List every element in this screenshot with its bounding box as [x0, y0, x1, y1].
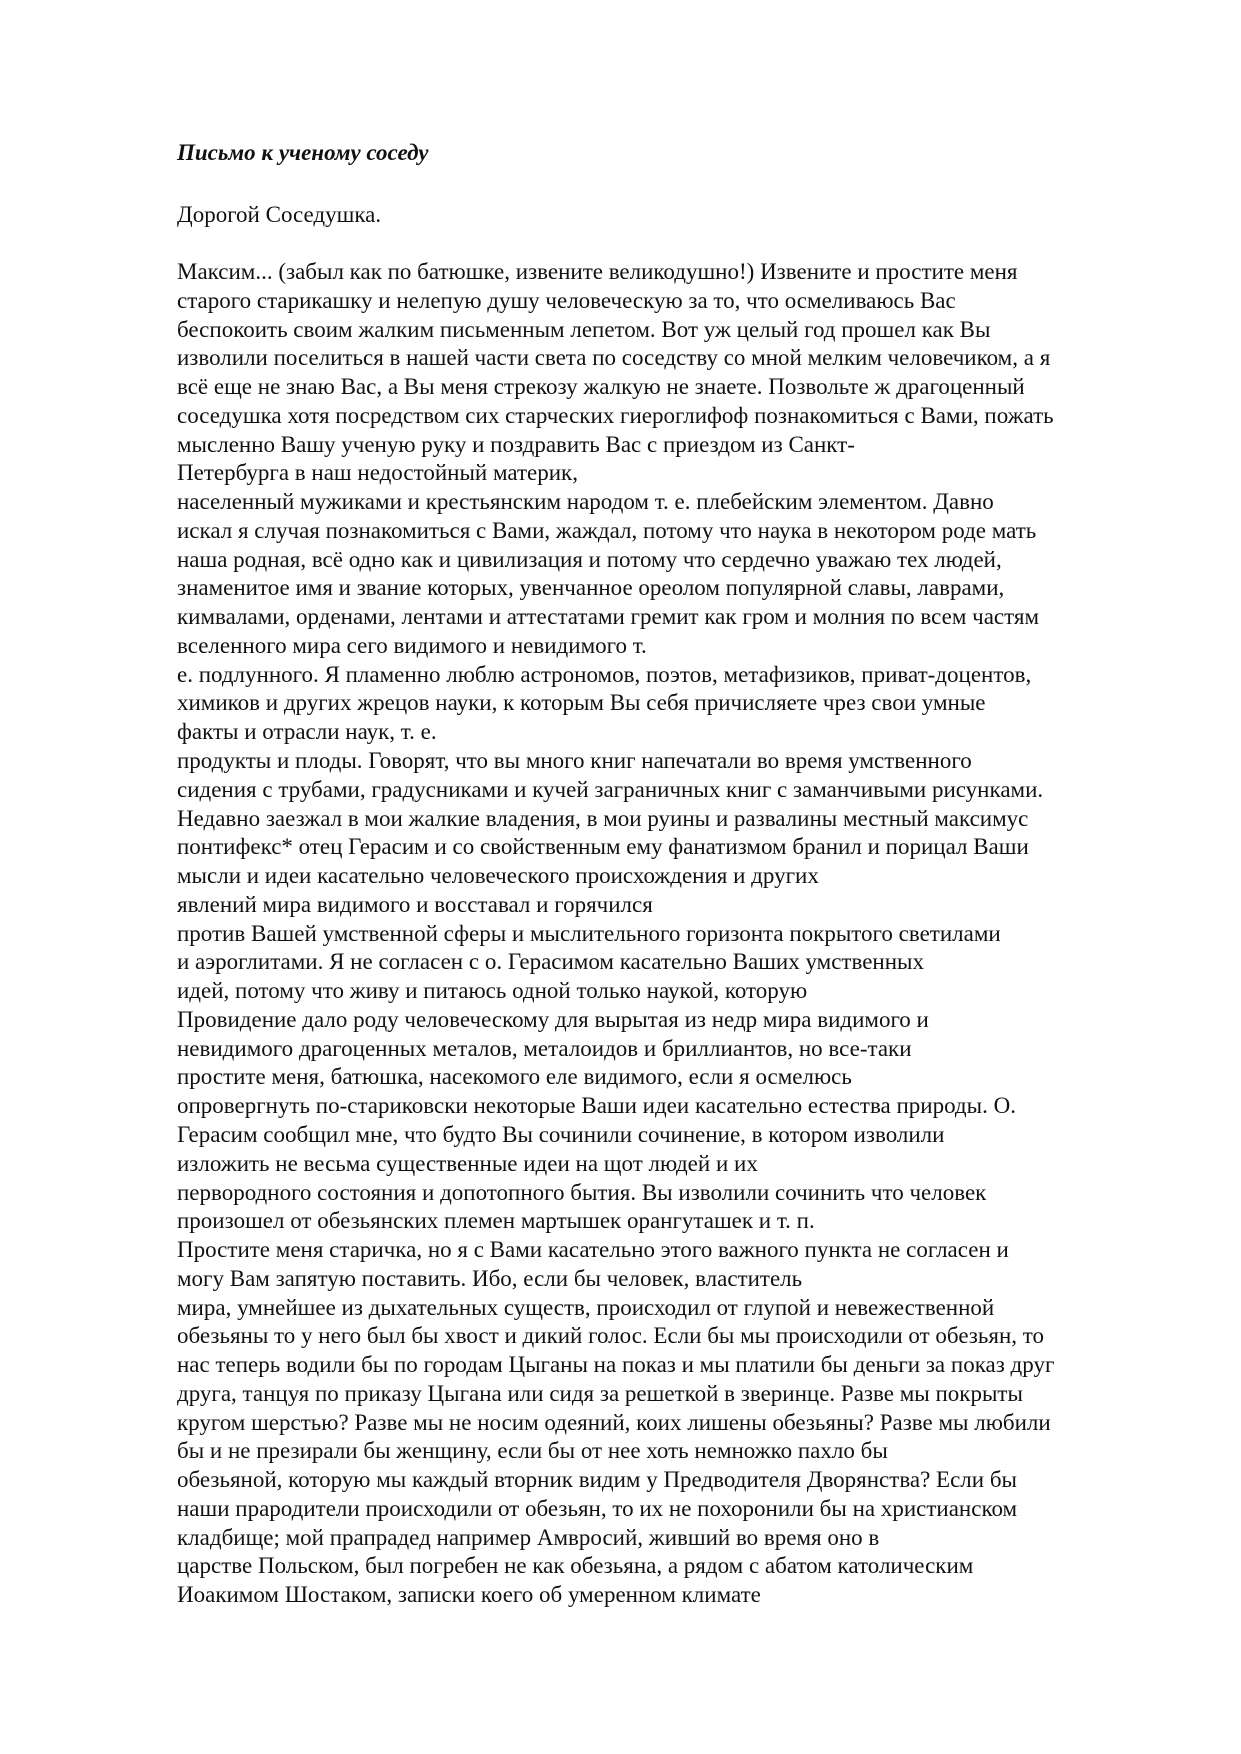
- text-line: могу Вам запятую поставить. Ибо, если бы человек, властитель: [177, 1265, 803, 1291]
- text-line: всё еще не знаю Вас, а Вы меня стрекозу жалкую не знаете. Позвольте ж драгоценный: [177, 374, 1025, 400]
- text-line: Провидение дало роду человеческому для вырытая из недр мира видимого и: [177, 1006, 929, 1032]
- text-line: Недавно заезжал в мои жалкие владения, в мои руины и развалины местный максимус: [177, 805, 1029, 831]
- text-line: соседушка хотя посредством сих старческих гиероглифоф познакомиться с Вами, пожать: [177, 402, 1054, 428]
- text-line: Максим... (забыл как по батюшке, извените великодушно!) Извените и простите меня: [177, 259, 1018, 284]
- text-line: знаменитое имя и звание которых, увенчанное ореолом популярной славы, лаврами,: [177, 575, 1005, 601]
- text-line: сидения с трубами, градусниками и кучей заграничных книг с заманчивыми рисунками.: [177, 776, 1044, 802]
- text-line: идей, потому что живу и питаюсь одной только наукой, которую: [177, 978, 808, 1004]
- text-line: е. подлунного. Я пламенно люблю астрономов, поэтов, метафизиков, приват-доцентов,: [177, 661, 1032, 687]
- text-line: простите меня, батюшка, насекомого еле видимого, если я осмелюсь: [177, 1064, 852, 1090]
- text-line: понтифекс* отец Герасим и со свойственным ему фанатизмом бранил и порицал Ваши: [177, 834, 1029, 860]
- text-line: кругом шерстью? Разве мы не носим одеяний, коих лишены обезьяны? Разве мы любили: [177, 1409, 1051, 1435]
- text-line: обезьяной, которую мы каждый вторник видим у Предводителя Дворянства? Если бы: [177, 1467, 1017, 1493]
- text-line: мысленно Вашу ученую руку и поздравить Вас с приездом из Санкт-: [177, 431, 855, 457]
- letter-greeting: Дорогой Соседушка.: [177, 202, 382, 227]
- text-line: мысли и идеи касательно человеческого происхождения и других: [177, 863, 819, 889]
- text-line: друга, танцуя по приказу Цыгана или сидя за решеткой в зверинце. Разве мы покрыты: [177, 1380, 1023, 1406]
- text-line: искал я случая познакомиться с Вами, жаждал, потому что наука в некотором роде мать: [177, 517, 1037, 543]
- text-line: царстве Польском, был погребен не как обезьяна, а рядом с абатом католическим: [177, 1553, 974, 1579]
- text-line: беспокоить своим жалким письменным лепетом. Вот уж целый год прошел как Вы: [177, 316, 991, 342]
- text-line: нас теперь водили бы по городам Цыганы на показ и мы платили бы деньги за показ друг: [177, 1352, 1055, 1378]
- text-line: Простите меня старичка, но я с Вами касательно этого важного пункта не согласен и: [177, 1237, 1009, 1263]
- text-line: явлений мира видимого и восставал и горячился: [177, 891, 653, 917]
- text-line: химиков и других жрецов науки, к которым Вы себя причисляете чрез свои умные: [177, 690, 986, 716]
- text-line: факты и отрасли наук, т. е.: [177, 719, 437, 745]
- text-line: и аэроглитами. Я не согласен с о. Герасимом касательно Ваших умственных: [177, 949, 924, 975]
- text-line: мира, умнейшее из дыхательных существ, происходил от глупой и невежественной: [177, 1294, 995, 1320]
- letter-body: [177, 258, 1177, 1610]
- text-line: кимвалами, орденами, лентами и аттестатами гремит как гром и молния по всем частям: [177, 604, 1040, 630]
- document-title: Письмо к ученому соседу: [177, 140, 429, 165]
- text-line: наши прародители происходили от обезьян, то их не похоронили бы на христианском: [177, 1495, 1018, 1521]
- text-line: продукты и плоды. Говорят, что вы много книг напечатали во время умственного: [177, 748, 972, 774]
- text-line: вселенного мира сего видимого и невидимого т.: [177, 632, 647, 658]
- text-line: изволили поселиться в нашей части света по соседству со мной мелким человечиком, а я: [177, 345, 1051, 371]
- text-line: старого старикашку и нелепую душу человеческую за то, что осмеливаюсь Вас: [177, 287, 956, 313]
- text-line: невидимого драгоценных металов, металоидов и бриллиантов, но все-таки: [177, 1035, 912, 1061]
- text-line: произошел от обезьянских племен мартышек орангуташек и т. п.: [177, 1208, 815, 1234]
- text-line: первородного состояния и допотопного бытия. Вы изволили сочинить что человек: [177, 1179, 987, 1205]
- text-line: обезьяны то у него был бы хвост и дикий голос. Если бы мы происходили от обезьян, то: [177, 1323, 1045, 1349]
- text-line: изложить не весьма существенные идеи на щот людей и их: [177, 1150, 758, 1176]
- text-line: Петербурга в наш недостойный материк,: [177, 460, 578, 486]
- text-line: Иоакимом Шостаком, записки коего об умеренном климате: [177, 1582, 761, 1608]
- text-line: населенный мужиками и крестьянским народом т. е. плебейским элементом. Давно: [177, 489, 994, 515]
- text-line: бы и не презирали бы женщину, если бы от нее хоть немножко пахло бы: [177, 1438, 888, 1464]
- text-line: кладбище; мой прапрадед например Амвросий, живший во время оно в: [177, 1524, 880, 1550]
- text-line: наша родная, всё одно как и цивилизация и потому что сердечно уважаю тех людей,: [177, 546, 1002, 572]
- text-line: против Вашей умственной сферы и мыслительного горизонта покрытого светилами: [177, 920, 1001, 946]
- text-line: Герасим сообщил мне, что будто Вы сочинили сочинение, в котором изволили: [177, 1121, 945, 1147]
- text-line: опровергнуть по-стариковски некоторые Ваши идеи касательно естества природы. О.: [177, 1093, 1016, 1119]
